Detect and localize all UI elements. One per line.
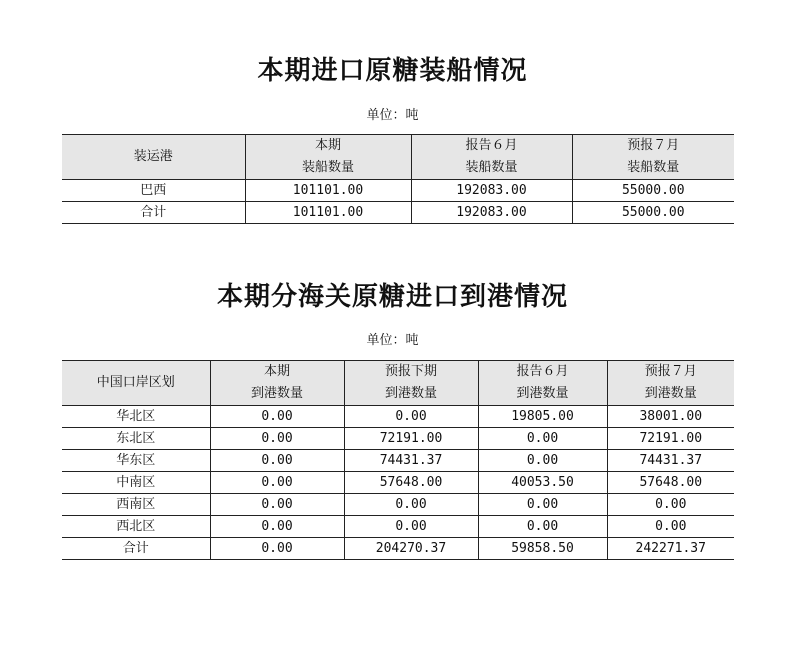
header-line: 到港数量: [384, 386, 437, 401]
shipment-table: [62, 134, 734, 224]
cell-value: 59858.50: [478, 538, 607, 560]
cell-value: 101101.00: [245, 180, 411, 202]
shipment-unit: 单位：吨: [366, 108, 419, 123]
arrival-table: [62, 360, 734, 560]
header-line: 到港数量: [250, 386, 303, 401]
cell-value: 0.00: [210, 494, 344, 516]
cell-value: 0.00: [478, 516, 607, 538]
cell-value: 0.00: [210, 428, 344, 450]
cell-value: 57648.00: [607, 472, 734, 494]
table-row: [62, 516, 734, 538]
header-current-shipment: [245, 135, 411, 180]
cell-value: 55000.00: [572, 180, 734, 202]
cell-value: 0.00: [210, 516, 344, 538]
cell-region: 东北区: [62, 428, 210, 450]
header-loading-port: 装运港: [62, 135, 245, 180]
cell-value: 204270.37: [344, 538, 478, 560]
table-row: [62, 406, 734, 428]
cell-region: 华北区: [62, 406, 210, 428]
header-port-region: 中国口岸区划: [62, 361, 210, 406]
header-line: 到港数量: [644, 386, 697, 401]
header-line: 本期: [314, 138, 341, 153]
cell-value: 242271.37: [607, 538, 734, 560]
header-line: 到港数量: [516, 386, 569, 401]
cell-value: 74431.37: [344, 450, 478, 472]
cell-value: 101101.00: [245, 202, 411, 224]
cell-value: 0.00: [478, 494, 607, 516]
cell-value: 0.00: [344, 494, 478, 516]
arrival-header-row: [62, 361, 734, 406]
shipment-header-row: [62, 135, 734, 180]
shipment-title: 本期进口原糖装船情况: [257, 56, 528, 86]
cell-value: 40053.50: [478, 472, 607, 494]
header-line: 报告６月: [465, 138, 518, 153]
arrival-unit: 单位：吨: [366, 333, 419, 348]
table-row: [62, 494, 734, 516]
cell-value: 0.00: [210, 472, 344, 494]
cell-region: 西南区: [62, 494, 210, 516]
header-line: 预报７月: [627, 138, 680, 153]
header-line: 装船数量: [465, 160, 518, 175]
header-june-report: [411, 135, 572, 180]
cell-value: 38001.00: [607, 406, 734, 428]
cell-value: 192083.00: [411, 202, 572, 224]
table-row: [62, 450, 734, 472]
table-row: [62, 472, 734, 494]
cell-value: 0.00: [478, 428, 607, 450]
arrival-title: 本期分海关原糖进口到港情况: [216, 282, 568, 312]
header-line: 预报７月: [644, 364, 697, 379]
cell-value: 0.00: [210, 538, 344, 560]
header-line: 本期: [263, 364, 290, 379]
header-july-forecast: [607, 361, 734, 406]
table-row: [62, 428, 734, 450]
cell-region: 华东区: [62, 450, 210, 472]
cell-value: 0.00: [607, 516, 734, 538]
cell-value: 0.00: [607, 494, 734, 516]
cell-region: 合计: [62, 538, 210, 560]
cell-value: 72191.00: [344, 428, 478, 450]
cell-value: 72191.00: [607, 428, 734, 450]
header-june-report: [478, 361, 607, 406]
cell-port: 合计: [62, 202, 245, 224]
cell-value: 0.00: [344, 406, 478, 428]
cell-value: 57648.00: [344, 472, 478, 494]
cell-value: 74431.37: [607, 450, 734, 472]
cell-value: 19805.00: [478, 406, 607, 428]
header-line: 预报下期: [384, 364, 437, 379]
cell-value: 0.00: [210, 406, 344, 428]
cell-value: 55000.00: [572, 202, 734, 224]
table-row: [62, 180, 734, 202]
header-july-forecast: [572, 135, 734, 180]
table-row-total: [62, 538, 734, 560]
cell-region: 西北区: [62, 516, 210, 538]
header-next-forecast: [344, 361, 478, 406]
table-row-total: [62, 202, 734, 224]
cell-value: 0.00: [478, 450, 607, 472]
header-line: 报告６月: [516, 364, 569, 379]
header-current-arrival: [210, 361, 344, 406]
cell-region: 中南区: [62, 472, 210, 494]
header-line: 装船数量: [627, 160, 680, 175]
cell-value: 192083.00: [411, 180, 572, 202]
cell-port: 巴西: [62, 180, 245, 202]
header-line: 装船数量: [301, 160, 354, 175]
cell-value: 0.00: [344, 516, 478, 538]
cell-value: 0.00: [210, 450, 344, 472]
